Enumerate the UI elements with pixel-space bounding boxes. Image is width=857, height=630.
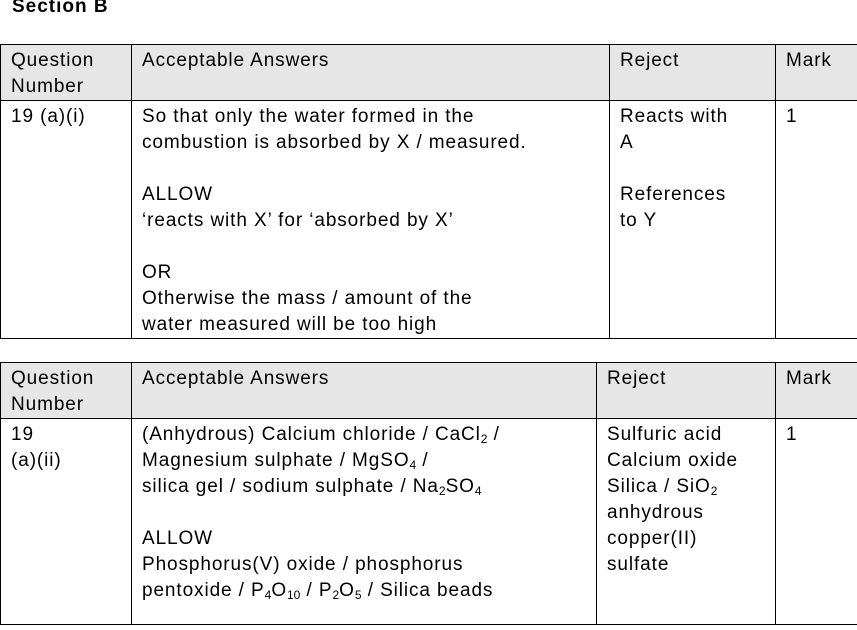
or-label: OR bbox=[142, 262, 173, 283]
header-reject: Reject bbox=[597, 363, 776, 419]
mark-scheme-table-19aii bbox=[0, 362, 857, 625]
table-row bbox=[1, 101, 857, 339]
header-acceptable-answers: Acceptable Answers bbox=[132, 45, 610, 101]
answer-line: combustion is absorbed by X / measured. bbox=[142, 132, 527, 153]
mark-cell: 1 bbox=[776, 101, 857, 339]
header-row bbox=[1, 45, 857, 101]
allow-text: ‘reacts with X’ for ‘absorbed by X’ bbox=[142, 210, 454, 231]
reject-cell: Sulfuric acid Calcium oxide Silica / SiO$_2$ anhydrous copper(II) sulfate bbox=[597, 419, 776, 625]
table-row bbox=[1, 419, 857, 625]
allow-text: pentoxide / $P_4O_{10} / P_2O_5$ / Silica beads bbox=[142, 580, 494, 602]
mark-cell: 1 bbox=[776, 419, 857, 625]
allow-label: ALLOW bbox=[142, 528, 214, 549]
allow-label: ALLOW bbox=[142, 184, 214, 205]
header-question-number: Question Number bbox=[1, 45, 132, 101]
answer-line: silica gel / sodium sulphate / $Na_2SO_4$ bbox=[142, 476, 482, 498]
mark-scheme-table-19ai bbox=[0, 44, 857, 339]
header-reject: Reject bbox=[610, 45, 776, 101]
header-row bbox=[1, 363, 857, 419]
answer-line: (Anhydrous) Calcium chloride / CaCl$_2$ / bbox=[142, 424, 500, 446]
header-mark: Mark bbox=[776, 45, 857, 101]
or-text: Otherwise the mass / amount of the bbox=[142, 288, 473, 309]
acceptable-answers-cell bbox=[132, 419, 597, 625]
question-number-cell: 19 (a)(i) bbox=[1, 101, 132, 339]
header-mark: Mark bbox=[776, 363, 857, 419]
reject-cell: Reacts with A References to Y bbox=[610, 101, 776, 339]
or-text: water measured will be too high bbox=[142, 314, 438, 335]
answer-line: So that only the water formed in the bbox=[142, 106, 475, 127]
answer-line: Magnesium sulphate / MgSO$_4$ / bbox=[142, 450, 429, 472]
acceptable-answers-cell bbox=[132, 101, 610, 339]
allow-text: Phosphorus(V) oxide / phosphorus bbox=[142, 554, 464, 575]
header-acceptable-answers: Acceptable Answers bbox=[132, 363, 597, 419]
header-question-number: Question Number bbox=[1, 363, 132, 419]
section-title: Section B bbox=[12, 0, 109, 17]
question-number-cell: 19 (a)(ii) bbox=[1, 419, 132, 625]
